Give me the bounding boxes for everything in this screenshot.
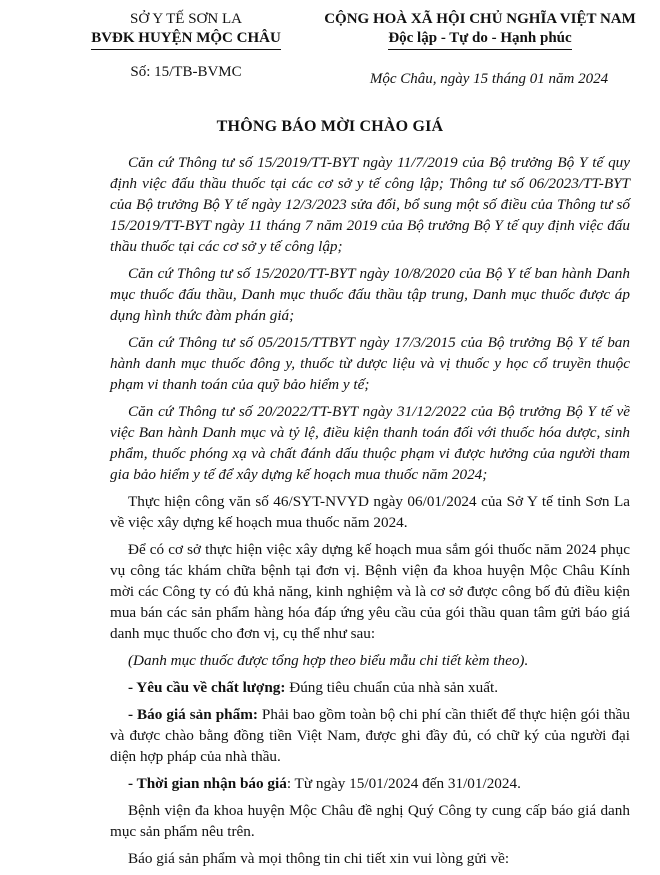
- issuer-hospital: BVĐK HUYỆN MỘC CHÂU: [91, 29, 281, 50]
- period-text: : Từ ngày 15/01/2024 đến 31/01/2024.: [286, 775, 521, 792]
- legal-basis-4: Căn cứ Thông tư số 20/2022/TT-BYT ngày 31/12/2022 của Bộ trưởng Bộ Y tế về việc Ban hành Danh mục và tỷ lệ, điều kiện thanh toán đối với thuốc hóa dược, sinh phẩm, thuốc phóng xạ và chất đánh dấu thuộc phạm vi được hưởng của người tham gia bảo hiểm y tế để xây dựng kế hoạch mua thuốc năm 2024;: [110, 403, 630, 483]
- legal-basis-2: Căn cứ Thông tư số 15/2020/TT-BYT ngày 10/8/2020 của Bộ Y tế ban hành Danh mục thuốc đấu thầu, Danh mục thuốc đấu thầu tập trung, Danh mục thuốc được áp dụng hình thức đàm phán giá;: [110, 265, 630, 324]
- period-label: - Thời gian nhận báo giá: [128, 775, 287, 792]
- receiving-period: [110, 773, 630, 794]
- quote-requirement: [110, 704, 630, 767]
- legal-basis-1: Căn cứ Thông tư số 15/2019/TT-BYT ngày 11/7/2019 của Bộ trưởng Bộ Y tế quy định việc đấu thầu thuốc tại các cơ sở y tế công lập; Thông tư số 06/2023/TT-BYT của Bộ trưởng Bộ Y tế ngày 12/3/2023 sửa đổi, bổ sung một số điều của Thông tư số 15/2019/TT-BYT ngày 11 tháng 7 năm 2019 của Bộ trưởng Bộ Y tế quy định việc đấu thầu thuốc tại các cơ sở y tế công lập;: [110, 154, 630, 255]
- request-paragraph: Bệnh viện đa khoa huyện Mộc Châu đề nghị Quý Công ty cung cấp báo giá danh mục sản phẩm nêu trên.: [110, 802, 630, 840]
- document-body: [110, 152, 630, 875]
- quality-text: Đúng tiêu chuẩn của nhà sản xuất.: [285, 679, 498, 696]
- document-date: Mộc Châu, ngày 15 tháng 01 năm 2024: [369, 71, 609, 87]
- invitation-paragraph: Để có cơ sở thực hiện việc xây dựng kế hoạch mua sắm gói thuốc năm 2024 phục vụ công tác khám chữa bệnh tại đơn vị. Bệnh viện đa khoa huyện Mộc Châu Kính mời các Công ty có đủ khả năng, kinh nghiệm và là cơ sở được công bố đủ điều kiện mua bán các sản phẩm hàng hóa đáp ứng yêu cầu của gói thầu quan tâm gửi báo giá danh mục thuốc cho đơn vị, cụ thể như sau:: [110, 541, 630, 642]
- attachment-note: (Danh mục thuốc được tổng hợp theo biểu mẫu chi tiết kèm theo).: [128, 652, 529, 669]
- document-title: THÔNG BÁO MỜI CHÀO GIÁ: [216, 118, 444, 135]
- issuer-block: [86, 10, 286, 81]
- legal-basis-3: Căn cứ Thông tư số 05/2015/TTBYT ngày 17/3/2015 của Bộ trưởng Bộ Y tế ban hành danh mục thuốc đông y, thuốc từ dược liệu và vị thuốc y học cổ truyền thuộc phạm vi thanh toán của quỹ bảo hiểm y tế;: [110, 334, 630, 393]
- document-number: Số: 15/TB-BVMC: [130, 64, 242, 80]
- quality-label: - Yêu cầu về chất lượng:: [128, 679, 286, 696]
- implementation-paragraph: Thực hiện công văn số 46/SYT-NVYD ngày 06/01/2024 của Sở Y tế tỉnh Sơn La về việc xây dựng kế hoạch mua thuốc năm 2024.: [110, 493, 630, 531]
- quality-requirement: [110, 677, 630, 698]
- submission-paragraph: Báo giá sản phẩm và mọi thông tin chi tiết xin vui lòng gửi về:: [128, 850, 510, 867]
- quote-label: - Báo giá sản phẩm:: [128, 706, 258, 723]
- issuer-agency: SỞ Y TẾ SƠN LA: [130, 11, 242, 27]
- national-motto: Độc lập - Tự do - Hạnh phúc: [388, 29, 571, 50]
- national-header: [320, 10, 640, 50]
- quote-text: Phải bao gồm toàn bộ chi phí cần thiết để thực hiện gói thầu và được chào bằng đồng tiền Việt Nam, được ghi đầy đủ, có chữ ký của người đại diện hợp pháp của nhà thầu.: [110, 706, 630, 765]
- national-title: CỘNG HOÀ XÃ HỘI CHỦ NGHĨA VIỆT NAM: [324, 11, 636, 27]
